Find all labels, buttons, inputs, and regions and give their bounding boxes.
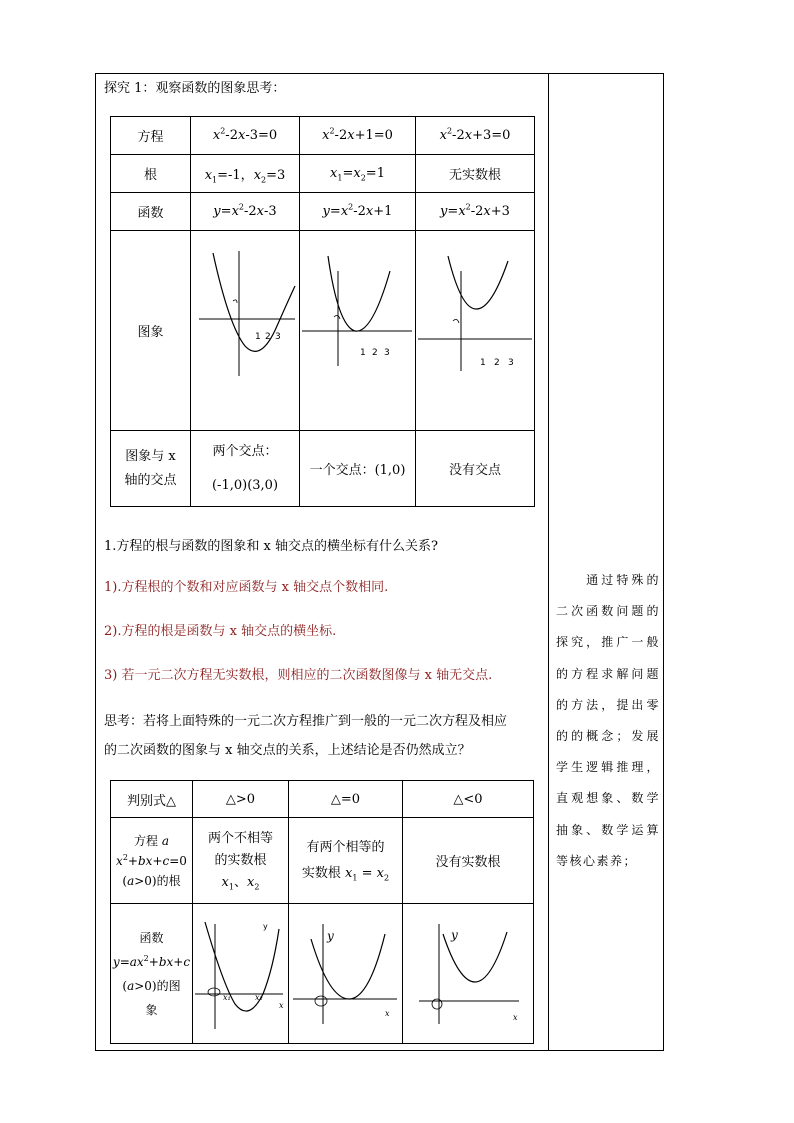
axis-label-y: y [327, 929, 334, 943]
function-2: $y=x^2-2x+1$ [300, 193, 416, 231]
tick-label: 1 [360, 348, 366, 358]
graph-cell-2 [300, 231, 416, 431]
parabola-graph-3 [416, 231, 535, 430]
axis-label-x: x [513, 1013, 518, 1022]
axis-label-y: y [263, 922, 268, 931]
roots-none: 没有实数根 [403, 818, 534, 904]
side-note [556, 565, 660, 877]
table-row [111, 781, 534, 818]
intersection-3: 没有交点 [416, 431, 535, 507]
table-row [111, 904, 534, 1044]
tick-label: 2 [265, 332, 271, 342]
graph-cell-positive [193, 904, 289, 1044]
answer-1: 1).方程根的个数和对应函数与 x 轴交点个数相同. [104, 580, 389, 595]
intersection-2: 一个交点：(1,0) [300, 431, 416, 507]
label-line: 图象与 x [125, 448, 176, 464]
intersection-1 [191, 431, 300, 507]
table-row [111, 818, 534, 904]
label-line: 函数 [139, 930, 164, 945]
parabola-graph-positive [193, 904, 289, 1043]
label-line: 象 [145, 1002, 158, 1017]
axis-label-x: x [279, 1001, 284, 1010]
equation-3: $x^2-2x+3=0$ [416, 117, 535, 155]
label-line: (a>0)的图 [122, 978, 181, 993]
roots-symbols: 实数根 $x_1 = x_2$ [301, 865, 390, 883]
row-label-equation-roots [111, 818, 193, 904]
header-negative: △<0 [403, 781, 534, 818]
row-label-root: 根 [111, 155, 191, 193]
table-row [111, 431, 535, 507]
tick-label: 2 [494, 358, 500, 368]
column-divider [548, 73, 549, 1051]
graph-cell-zero [289, 904, 403, 1044]
tick-label: 3 [508, 358, 514, 368]
row-label-function: 函数 [111, 193, 191, 231]
equation-1: $x^2-2x-3=0$ [191, 117, 300, 155]
intersection-text: 两个交点： [212, 443, 278, 459]
table-row [111, 231, 535, 431]
comparison-table-1 [110, 116, 535, 507]
tick-label: 3 [384, 348, 390, 358]
label-line: $x^2+bx+c=0$ [116, 852, 187, 868]
tick-label: 1 [480, 358, 486, 368]
think-line-1: 思考：若将上面特殊的一元二次方程推广到一般的一元二次方程及相应 [104, 714, 508, 729]
graph-cell-1 [191, 231, 300, 431]
roots-symbols: $x_1$、$x_2$ [221, 874, 260, 892]
row-label-function-graph [111, 904, 193, 1044]
label-line: (a>0)的根 [122, 873, 181, 888]
section-title: 探究 1：观察函数的图象思考： [104, 81, 286, 96]
table-row [111, 117, 535, 155]
label-line: $y=ax^2+bx+c$ [112, 953, 191, 969]
parabola-graph-zero [289, 904, 403, 1043]
table-row [111, 155, 535, 193]
parabola-graph-negative [403, 904, 534, 1043]
function-1: $y=x^2-2x-3$ [191, 193, 300, 231]
label-line: 轴的交点 [124, 472, 177, 488]
function-3: $y=x^2-2x+3$ [416, 193, 535, 231]
discriminant-table [110, 780, 534, 1044]
tick-label: 3 [275, 332, 281, 342]
roots-text: 两个不相等 [207, 830, 273, 846]
roots-text: 的实数根 [214, 852, 267, 868]
header-positive: △>0 [193, 781, 289, 818]
roots-2: $x_1=x_2=1$ [300, 155, 416, 193]
roots-1: $x_1=-1$，$x_2=3$ [191, 155, 300, 193]
equation-2: $x^2-2x+1=0$ [300, 117, 416, 155]
header-discriminant: 判别式△ [111, 781, 193, 818]
tick-label: 2 [372, 348, 378, 358]
root-label: x₁ [223, 993, 231, 1002]
label-line: 方程 a [134, 833, 169, 848]
row-label-intersection [111, 431, 191, 507]
roots-two-distinct [193, 818, 289, 904]
roots-two-equal [289, 818, 403, 904]
question-1: 1.方程的根与函数的图象和 x 轴交点的横坐标有什么关系? [104, 539, 438, 554]
roots-text: 有两个相等的 [306, 839, 385, 855]
think-line-2: 的二次函数的图象与 x 轴交点的关系，上述结论是否仍然成立？ [104, 743, 471, 758]
table-row [111, 193, 535, 231]
axis-label-x: x [385, 1009, 390, 1018]
graph-cell-negative [403, 904, 534, 1044]
row-label-equation: 方程 [111, 117, 191, 155]
parabola-graph-1 [191, 231, 300, 430]
root-label: x₂ [255, 993, 263, 1002]
graph-cell-3 [416, 231, 535, 431]
side-note-text: 通过特殊的二次函数问题的探究，推广一般的方程求解问题的方法，提出零的的概念；发展学生逻辑推理，直观想象、数学抽象、数学运算等核心素养； [556, 573, 660, 868]
parabola-graph-2 [300, 231, 416, 430]
row-label-graph: 图象 [111, 231, 191, 431]
roots-3: 无实数根 [416, 155, 535, 193]
tick-label: 1 [255, 332, 261, 342]
intersection-points: (-1,0)(3,0) [211, 477, 279, 493]
answer-2: 2).方程的根是函数与 x 轴交点的横坐标. [104, 624, 337, 639]
answer-3: 3) 若一元二次方程无实数根，则相应的二次函数图像与 x 轴无交点. [104, 668, 493, 683]
header-zero: △=0 [289, 781, 403, 818]
axis-label-y: y [451, 928, 458, 942]
